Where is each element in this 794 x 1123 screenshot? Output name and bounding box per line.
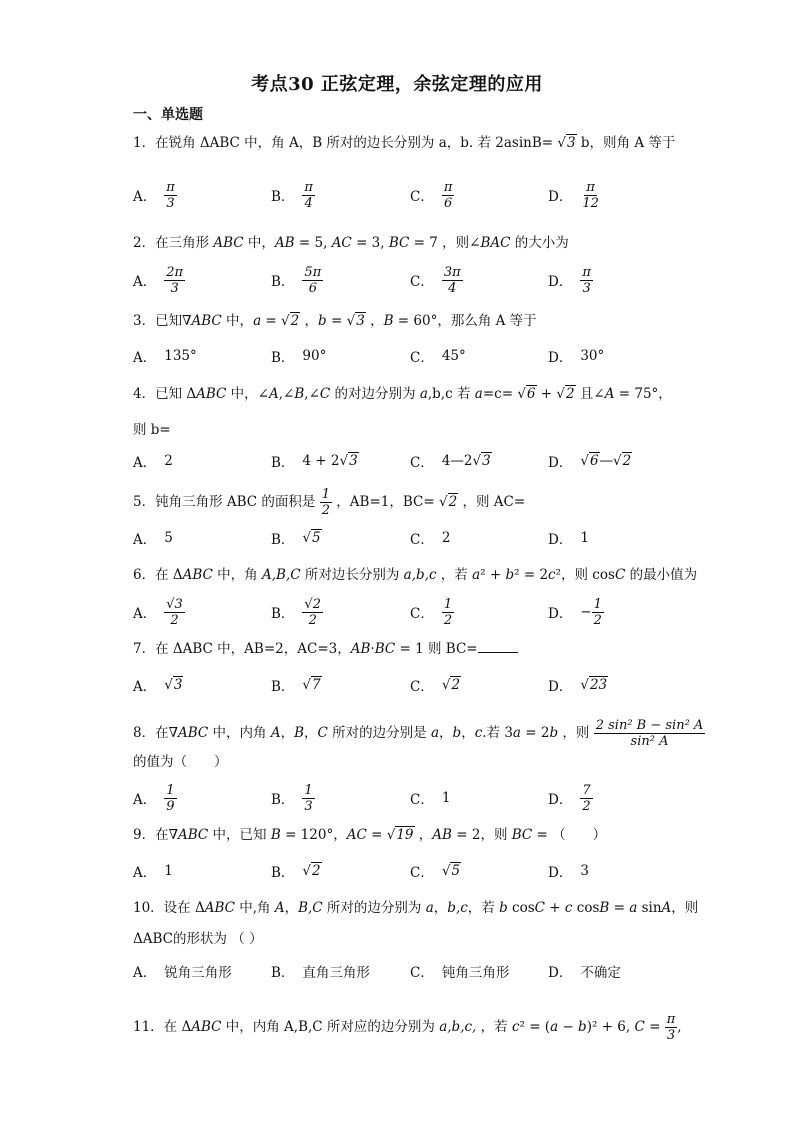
question-2-options	[133, 260, 753, 300]
question-6: 6．在 ΔABC 中，角 A,B,C 所对边长分别为 a,b,c ，若 a² + b² = 2c²，则 cosC 的最小值为	[133, 567, 698, 583]
option-b[interactable]: B． $\frac{\pi}{4}$	[271, 179, 313, 211]
option-b[interactable]: B． √5	[271, 530, 321, 548]
option-a[interactable]: A． $\frac{1}{9}$	[133, 782, 175, 814]
option-a[interactable]: A． 锐角三角形	[133, 951, 232, 991]
question-1: 1．在锐角 ΔABC 中，角 A，B 所对的边长分别为 a，b. 若 2asinB= √3 b，则角 A 等于	[133, 135, 676, 151]
question-7-options	[133, 665, 753, 705]
option-c-text: 钝角三角形	[441, 965, 510, 981]
option-a[interactable]: A． 1	[133, 863, 173, 881]
expression-fraction	[594, 718, 706, 749]
option-a[interactable]: A． 2	[133, 453, 173, 471]
fraction-denominator: sin² A	[630, 734, 669, 749]
option-c[interactable]: C． $\frac{1}{2}$	[410, 596, 453, 628]
option-d[interactable]: D． √23	[548, 677, 608, 695]
option-b[interactable]: B． $\frac{√2}{2}$	[271, 596, 321, 628]
option-c[interactable]: C． 45°	[410, 348, 466, 366]
question-4-options	[133, 441, 753, 481]
question-3-options	[133, 336, 753, 376]
fraction-numerator: 2 sin² B − sin² A	[595, 718, 704, 733]
question-9: 9．在∇ABC 中，已知 B = 120°，AC = √19 ，AB = 2，则 BC = （ ）	[133, 827, 607, 843]
page-title: 考点30 正弦定理，余弦定理的应用	[251, 74, 543, 95]
option-a[interactable]: A． $\frac{2\pi}{3}$	[133, 264, 184, 296]
option-c[interactable]: C． $\frac{\pi}{6}$	[410, 179, 453, 211]
option-d[interactable]: D． 30°	[548, 348, 605, 366]
option-a-text: 135°	[164, 348, 197, 364]
option-c[interactable]: C． 钝角三角形	[410, 951, 509, 991]
option-c[interactable]: C． $\frac{3\pi}{4}$	[410, 264, 461, 296]
option-d[interactable]: D． $\frac{\pi}{12}$	[548, 179, 599, 211]
question-5: 5．钝角三角形 ABC 的面积是 $\frac{1}{2}$ ，AB=1，BC= √2 ，则 AC=	[133, 487, 526, 518]
option-b-text: 90°	[302, 348, 327, 364]
option-a[interactable]: A． 135°	[133, 348, 197, 366]
answer-blank[interactable]	[478, 640, 518, 653]
question-9-options	[133, 851, 753, 891]
option-d[interactable]: D． $\frac{\pi}{3}$	[548, 264, 591, 296]
option-d-text: 30°	[580, 348, 605, 364]
option-b[interactable]: B． $\frac{5\pi}{6}$	[271, 264, 322, 296]
option-d[interactable]: D． $\frac{7}{2}$	[548, 782, 591, 814]
question-6-options	[133, 592, 753, 632]
option-b[interactable]: B． 4 + 2 √3	[271, 453, 358, 471]
question-4: 4．已知 ΔABC 中，∠A,∠B,∠C 的对边分别为 a,b,c 若 a=c= √6 + √2 且∠A = 75°，	[133, 386, 672, 402]
option-c[interactable]: C． 1	[410, 790, 451, 808]
question-11: 11．在 ΔABC 中，内角 A,B,C 所对应的边分别为 a,b,c, ，若 c² = (a − b)² + 6, C = $\frac{\pi}{3}$ ,	[133, 1012, 682, 1043]
option-c-text: 45°	[441, 348, 466, 364]
option-c[interactable]: C． 2	[410, 530, 451, 548]
option-b[interactable]: B． √7	[271, 677, 321, 695]
question-8: 8．在∇ABC 中，内角 A，B，C 所对的边分别是 a，b，c.若 3a = 2b ，则 $\frac{\text{2 sin² B − sin² A}}{\text{sin² A}}$	[133, 718, 704, 749]
option-a[interactable]: A． 5	[133, 530, 173, 548]
option-c[interactable]: C． √2	[410, 677, 461, 695]
option-d[interactable]: D． 3	[548, 863, 589, 881]
option-a[interactable]: A． $\frac{√3}{2}$	[133, 596, 183, 628]
question-7: 7．在 ΔABC 中，AB=2，AC=3，AB·BC = 1 则 BC=	[133, 640, 518, 658]
question-2: 2．在三角形 ABC 中，AB = 5, AC = 3, BC = 7 ，则∠BAC 的大小为	[133, 235, 569, 251]
question-10: 10．设在 ΔABC 中,角 A，B,C 所对的边分别为 a，b,c，若 b cosC + c cosB = a sinA，则	[133, 900, 699, 916]
question-1-options	[133, 175, 753, 215]
option-b[interactable]: B． √2	[271, 863, 321, 881]
option-a[interactable]: A． $\frac{\pi}{3}$	[133, 179, 175, 211]
option-d[interactable]: D． 1	[548, 530, 589, 548]
option-d[interactable]: D． √6 — √2	[548, 453, 632, 471]
option-a[interactable]: A． √3	[133, 677, 183, 695]
option-b[interactable]: B． $\frac{1}{3}$	[271, 782, 313, 814]
option-d[interactable]: D． 不确定	[548, 951, 621, 991]
question-4-line2: 则 b=	[133, 422, 171, 438]
question-3: 3．已知∇ABC 中，a = √2 ，b = √3 ，B = 60°，那么角 A 等于	[133, 313, 537, 329]
question-8-line2: 的值为（ ）	[133, 754, 228, 770]
option-c[interactable]: C． √5	[410, 863, 461, 881]
option-b[interactable]: B． 90°	[271, 348, 327, 366]
question-5-options	[133, 518, 753, 558]
section-heading: 一、单选题	[133, 107, 203, 123]
question-10-line2: ΔABC的形状为 （ ）	[133, 931, 263, 947]
option-a-text: 锐角三角形	[164, 965, 232, 981]
option-d[interactable]: D． − $\frac{1}{2}$	[548, 596, 602, 628]
option-d-text: 不确定	[580, 965, 621, 981]
question-10-options	[133, 951, 753, 991]
question-8-options	[133, 778, 753, 818]
option-b[interactable]: B． 直角三角形	[271, 951, 370, 991]
option-c[interactable]: C． 4—2 √3	[410, 453, 491, 471]
option-b-text: 直角三角形	[302, 965, 370, 981]
